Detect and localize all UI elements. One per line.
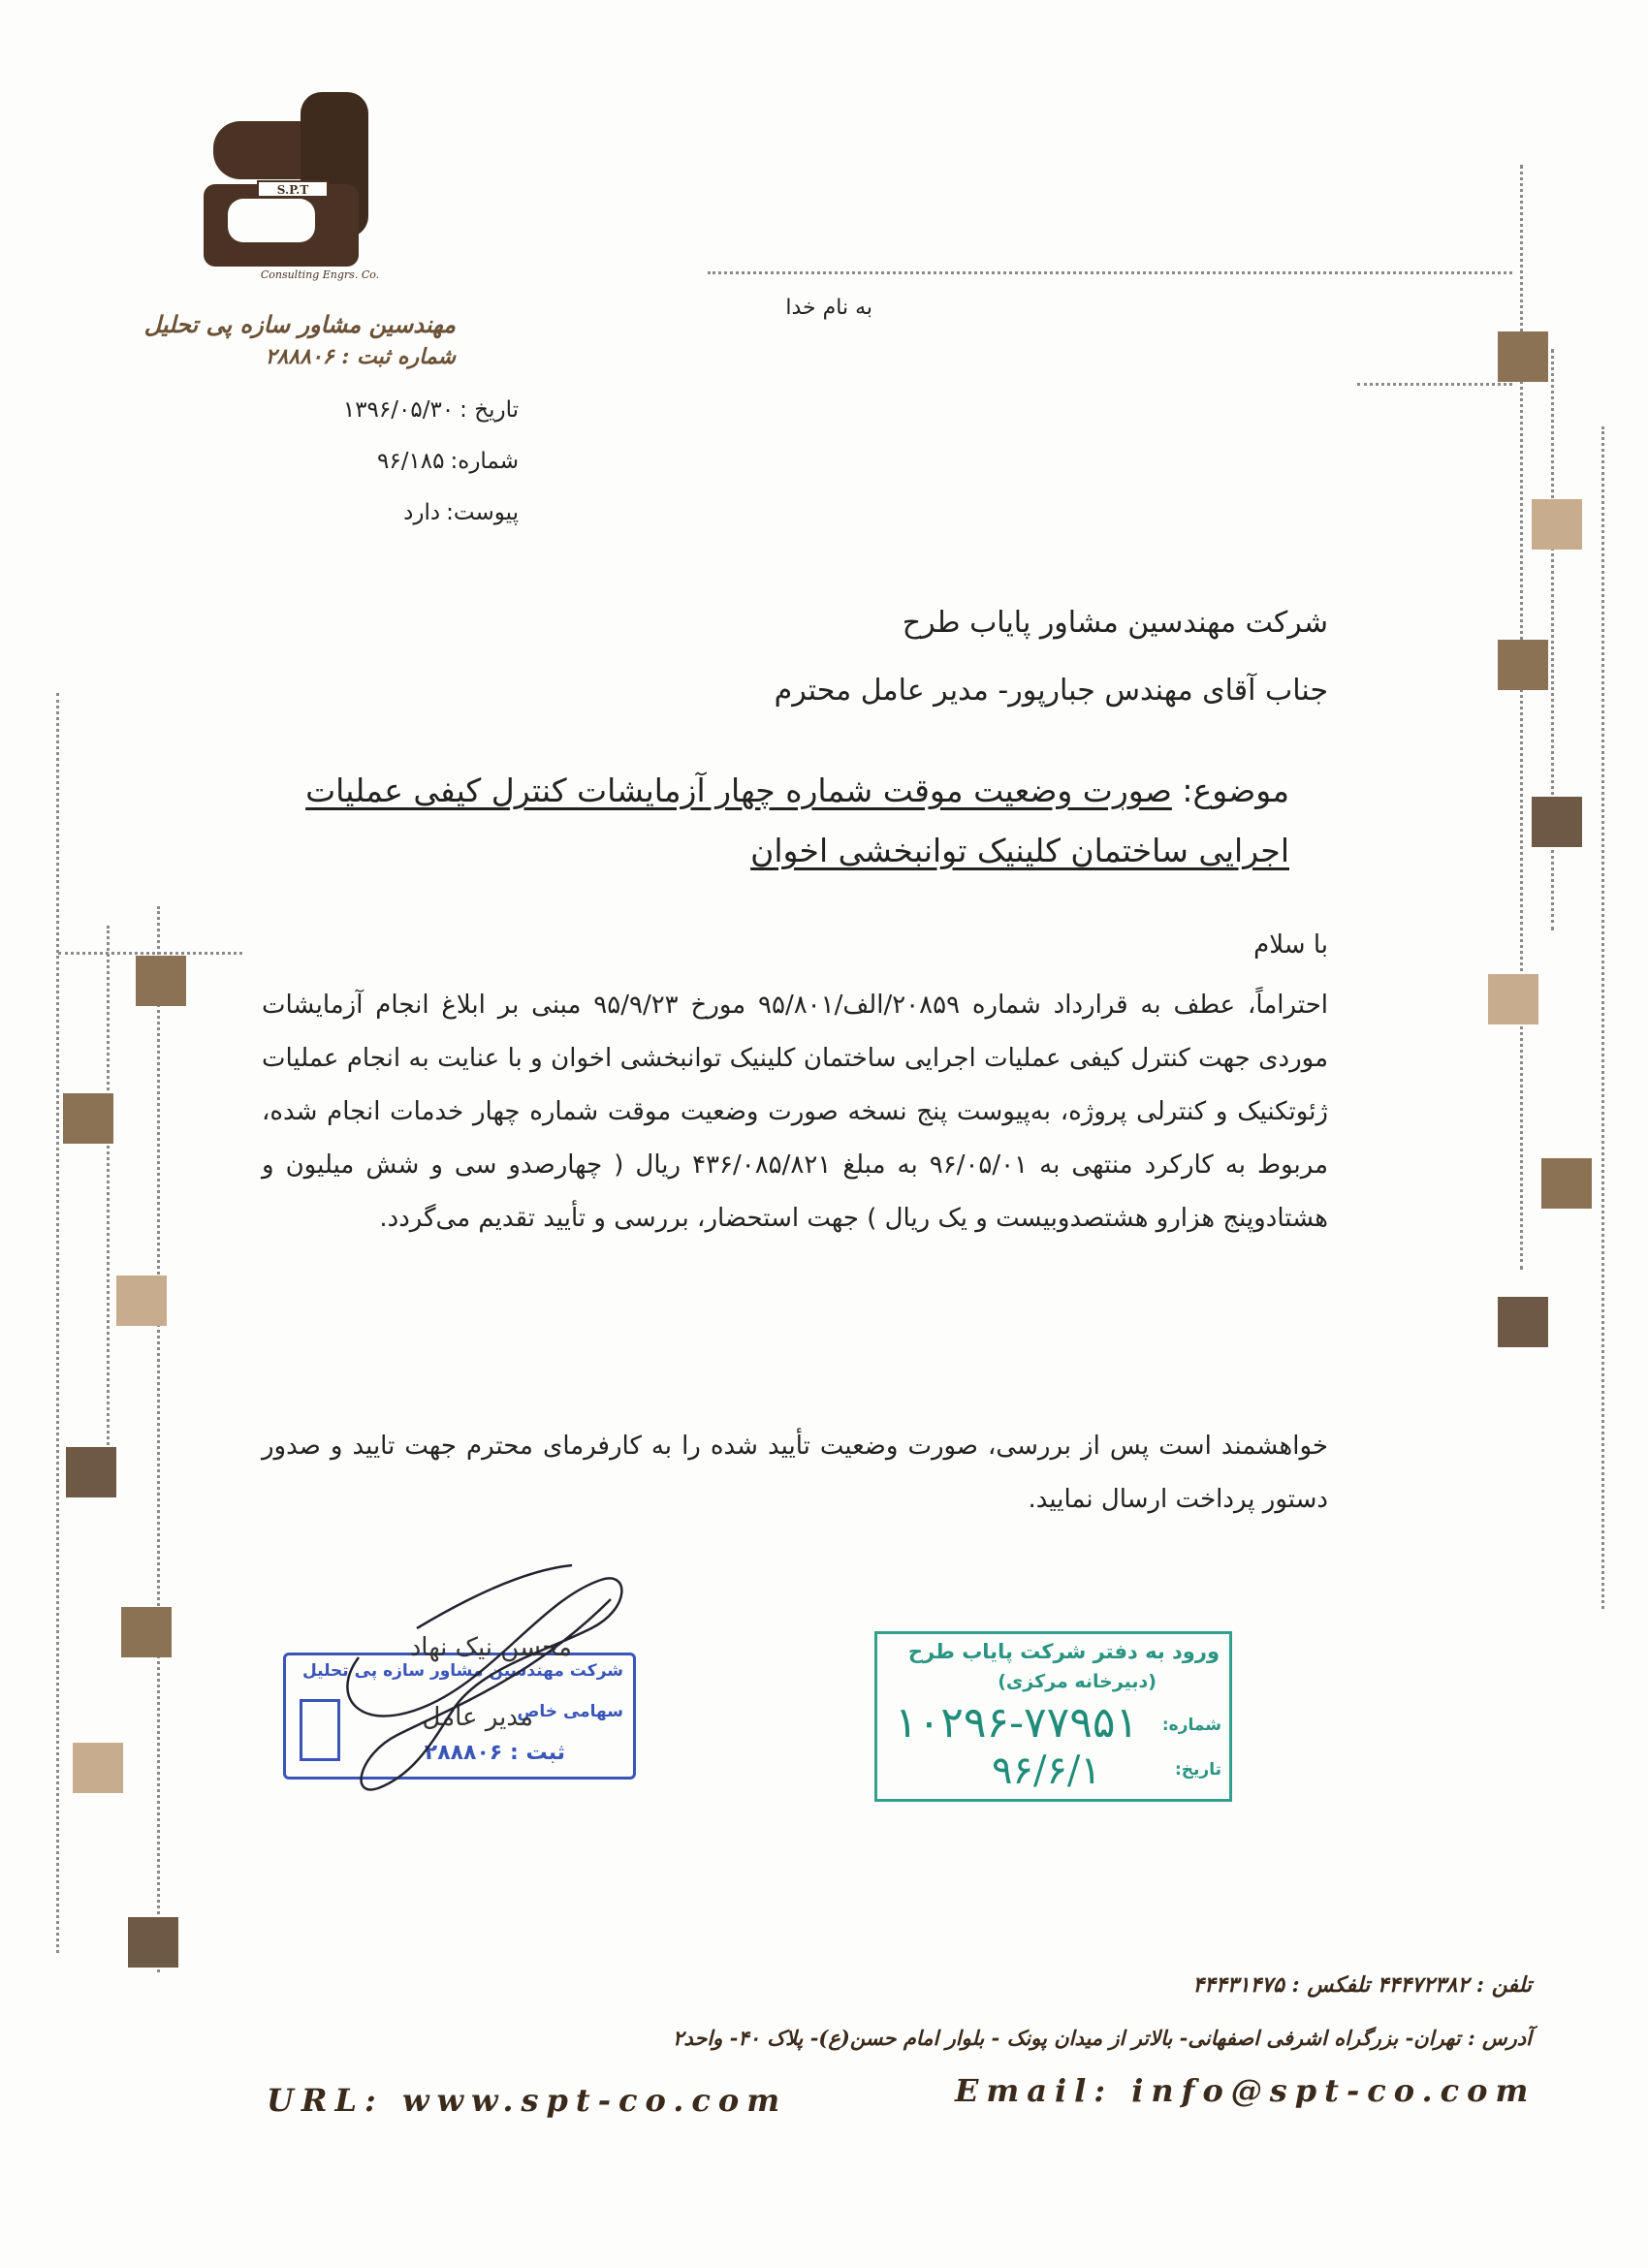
rule bbox=[107, 926, 110, 1468]
decor-square bbox=[1488, 974, 1538, 1024]
subject-text: صورت وضعیت موقت شماره چهار آزمایشات کنترل کیفی عملیات اجرایی ساختمان کلینیک توانبخشی اخوان bbox=[305, 772, 1289, 869]
top-rule bbox=[708, 271, 1512, 274]
footer-address: آدرس : تهران- بزرگراه اشرفی اصفهانی- بالاتر از میدان پونک - بلوار امام حسن(ع)- پلاک ۴۰- واحد۲ bbox=[673, 2026, 1532, 2050]
received-number-value: ۱۰۲۹۶-۷۷۹۵۱ bbox=[895, 1698, 1139, 1748]
rule bbox=[56, 693, 59, 1953]
decor-square bbox=[121, 1607, 172, 1657]
received-stamp-title: ورود به دفتر شرکت پایاب طرح bbox=[907, 1640, 1220, 1663]
decor-square bbox=[1498, 1297, 1548, 1347]
company-name: مهندسین مشاور سازه پی تحلیل bbox=[143, 310, 456, 338]
rule bbox=[157, 906, 160, 1972]
decor-square bbox=[73, 1743, 123, 1793]
stamp-company-name: شرکت مهندسین مشاور سازه پی تحلیل bbox=[302, 1661, 623, 1681]
addressee-company: شرکت مهندسین مشاور پایاب طرح bbox=[902, 606, 1328, 640]
signer-title: مدیر عامل bbox=[422, 1703, 533, 1732]
signer-name: محسن نیک نهاد bbox=[409, 1633, 572, 1662]
rule bbox=[1357, 383, 1512, 386]
received-number-label: شماره: bbox=[1161, 1716, 1221, 1735]
attachment-label: پیوست: bbox=[446, 500, 519, 525]
date-value: ۱۳۹۶/۰۵/۳۰ bbox=[342, 397, 455, 423]
footer-url[interactable]: URL: www.spt-co.com bbox=[267, 2082, 788, 2119]
company-logo bbox=[194, 92, 388, 286]
decor-square bbox=[128, 1917, 178, 1968]
decor-square bbox=[136, 956, 186, 1006]
addressee-person: جناب آقای مهندس جبارپور- مدیر عامل محترم bbox=[774, 674, 1328, 708]
svg-text:Consulting Engrs. Co.: Consulting Engrs. Co. bbox=[260, 268, 380, 281]
subject-label: موضوع: bbox=[1182, 772, 1289, 809]
body-paragraph-2: خواهشمند است پس از بررسی، صورت وضعیت تأیید شده را به کارفرمای محترم جهت تایید و صدور دستور پرداخت ارسال نمایید. bbox=[262, 1432, 1328, 1514]
received-stamp-subtitle: (دبیرخانه مرکزی) bbox=[998, 1671, 1157, 1692]
received-date-value: ۹۶/۶/۱ bbox=[992, 1748, 1101, 1793]
number-label: شماره: bbox=[450, 449, 519, 474]
decor-square bbox=[1532, 797, 1582, 847]
subject bbox=[291, 761, 1289, 881]
greeting: با سلام bbox=[1253, 930, 1328, 960]
decor-square bbox=[1532, 499, 1582, 550]
registration-number: شماره ثبت : ۲۸۸۸۰۶ bbox=[265, 344, 456, 369]
number-line bbox=[252, 449, 519, 474]
svg-text:S.P.T: S.P.T bbox=[276, 183, 309, 197]
stamp-company-reg: ثبت : ۲۸۸۸۰۶ bbox=[424, 1741, 565, 1765]
attachment-value: دارد bbox=[403, 500, 441, 525]
received-date-label: تاریخ: bbox=[1175, 1760, 1221, 1780]
handwritten-signature bbox=[320, 1541, 640, 1807]
decor-square bbox=[66, 1447, 116, 1497]
rule bbox=[58, 952, 242, 955]
decor-square bbox=[1498, 640, 1548, 690]
footer-email[interactable]: Email: info@spt-co.com bbox=[955, 2072, 1537, 2109]
decor-square bbox=[116, 1276, 167, 1326]
rule bbox=[1601, 426, 1604, 1609]
footer-phone: تلفن : ۴۴۴۷۲۳۸۲ تلفکس : ۴۴۴۳۱۴۷۵ bbox=[1192, 1972, 1532, 1998]
body-paragraph-1: احتراماً، عطف به قرارداد شماره ۲۰۸۵۹/الف/۹۵/۸۰۱ مورخ ۹۵/۹/۲۳ مبنی بر ابلاغ انجام آزمایشات موردی جهت کنترل کیفی عملیات اجرایی ساختمان کلینیک توانبخشی اخوان و با عنایت به انجام عملیات ژئوتکنیک و کنترلی پروژه، به‌پیوست پنج نسخه صورت وضعیت موقت شماره چهار خدمات انجام شده، مربوط به کارکرد منتهی به ۹۶/۰۵/۰۱ به مبلغ ۴۳۶/۰۸۵/۸۲۱ ریال ( چهارصدو سی و شش میلیون و هشتادوپنج هزارو هشتصدوبیست و یک ریال ) جهت استحضار، بررسی و تأیید تقدیم می‌گردد. bbox=[262, 991, 1329, 1233]
decor-square bbox=[63, 1093, 113, 1144]
bismillah: به نام خدا bbox=[785, 296, 872, 320]
stamp-company-type: سهامی خاص bbox=[517, 1702, 623, 1721]
date-label: تاریخ : bbox=[460, 397, 519, 423]
decor-square bbox=[1498, 331, 1548, 382]
rule bbox=[1520, 165, 1523, 1270]
decor-square bbox=[1541, 1158, 1592, 1209]
attachment-line bbox=[252, 500, 519, 525]
number-value: ۹۶/۱۸۵ bbox=[376, 449, 445, 474]
received-stamp bbox=[874, 1631, 1232, 1802]
date-line bbox=[252, 397, 519, 423]
